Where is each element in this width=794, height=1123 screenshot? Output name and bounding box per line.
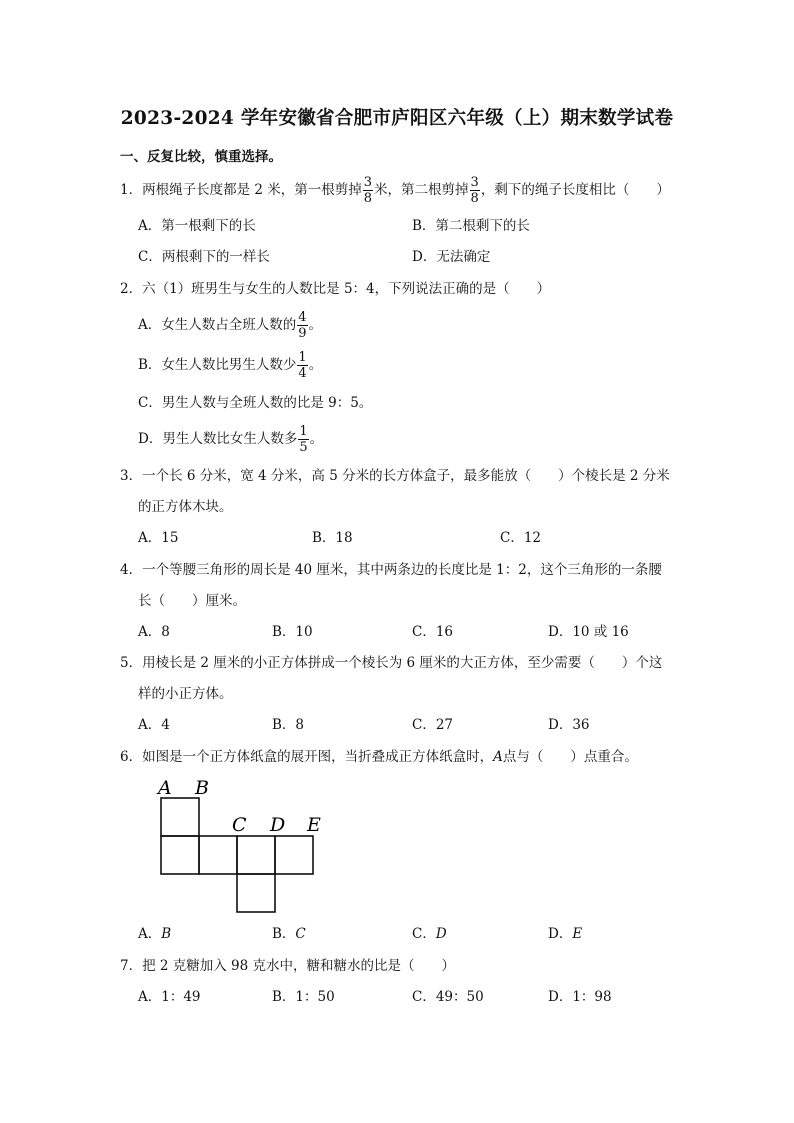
q4-option-a[interactable]: A．8 [138,624,170,640]
q1-option-a[interactable]: A．第一根剩下的长 [138,218,256,234]
q4-option-d[interactable]: D．10 或 16 [548,624,629,640]
net-square-1 [161,836,199,874]
q6-option-d[interactable]: D．E [548,926,583,942]
label-d: D [270,814,286,836]
q6-option-c[interactable]: C．D [412,926,447,942]
question-3-stem-line1: 3．一个长 6 分米，宽 4 分米，高 5 分米的长方体盒子，最多能放（ ）个棱长是 2 分米 [120,468,670,484]
fraction: $\frac{1}{5}$ [299,424,308,455]
fraction: $\frac{3}{8}$ [363,175,373,206]
q7-option-c[interactable]: C．49：50 [412,989,484,1005]
label-e: E [307,814,321,836]
q3-option-c[interactable]: C．12 [500,530,542,546]
question-1-stem: 1．两根绳子长度都是 2 米，第一根剪掉 $\frac{3}{8}$ 米，第二根剪掉 $\frac{3}{8}$ ，剩下的绳子长度相比（ ） [120,175,670,206]
q2-option-a[interactable]: A．女生人数占全班人数的 $\frac{4}{9}$ 。 [138,310,323,341]
question-7-stem: 7．把 2 克糖加入 98 克水中，糖和糖水的比是（ ） [120,958,456,974]
q3-option-b[interactable]: B．18 [312,530,353,546]
net-square-2 [199,836,237,874]
label-b: B [195,777,209,799]
exam-title: 2023-2024 学年安徽省合肥市庐阳区六年级（上）期末数学试卷 [120,108,674,129]
q6-option-b[interactable]: B．C [272,926,306,942]
question-5-stem-line1: 5．用棱长是 2 厘米的小正方体拼成一个棱长为 6 厘米的大正方体，至少需要（ ）个这 [120,655,663,671]
q7-option-b[interactable]: B．1：50 [272,989,335,1005]
q2-option-d[interactable]: D．男生人数比女生人数多 $\frac{1}{5}$ 。 [138,424,324,455]
fraction: $\frac{4}{9}$ [298,310,307,341]
question-4-stem-line2: 长（ ）厘米。 [138,593,246,609]
q3-option-a[interactable]: A．15 [138,530,179,546]
q2-option-b[interactable]: B．女生人数比男生人数少 $\frac{1}{4}$ 。 [138,350,323,381]
q7-option-d[interactable]: D．1：98 [548,989,612,1005]
label-a: A [158,777,172,799]
q7-option-a[interactable]: A．1：49 [138,989,201,1005]
cube-net-figure [150,772,340,922]
q1-option-b[interactable]: B．第二根剩下的长 [412,218,530,234]
q2-option-c[interactable]: C．男生人数与全班人数的比是 9：5。 [138,395,373,411]
net-square-3 [237,836,275,874]
q5-option-b[interactable]: B．8 [272,717,305,733]
q1-option-d[interactable]: D．无法确定 [412,249,491,265]
section-heading: 一、反复比较，慎重选择。 [120,149,282,165]
q5-option-a[interactable]: A．4 [138,717,170,733]
q4-option-b[interactable]: B．10 [272,624,313,640]
q1-option-c[interactable]: C．两根剩下的一样长 [138,249,270,265]
q4-option-c[interactable]: C．16 [412,624,454,640]
net-square-4 [275,836,313,874]
question-5-stem-line2: 样的小正方体。 [138,686,233,702]
question-3-stem-line2: 的正方体木块。 [138,499,233,515]
net-square-top [161,798,199,836]
label-c: C [232,814,247,836]
question-2-stem: 2．六（1）班男生与女生的人数比是 5：4，下列说法正确的是（ ） [120,281,551,297]
q5-option-d[interactable]: D．36 [548,717,590,733]
net-square-bottom [237,874,275,912]
q6-option-a[interactable]: A．B [138,926,172,942]
fraction: $\frac{1}{4}$ [298,350,307,381]
q5-option-c[interactable]: C．27 [412,717,454,733]
question-4-stem-line1: 4．一个等腰三角形的周长是 40 厘米，其中两条边的长度比是 1：2，这个三角形的一条腰 [120,562,662,578]
question-6-stem: 6．如图是一个正方体纸盒的展开图，当折叠成正方体纸盒时，A点与（ ）点重合。 [120,749,638,765]
fraction: $\frac{3}{8}$ [470,175,479,206]
